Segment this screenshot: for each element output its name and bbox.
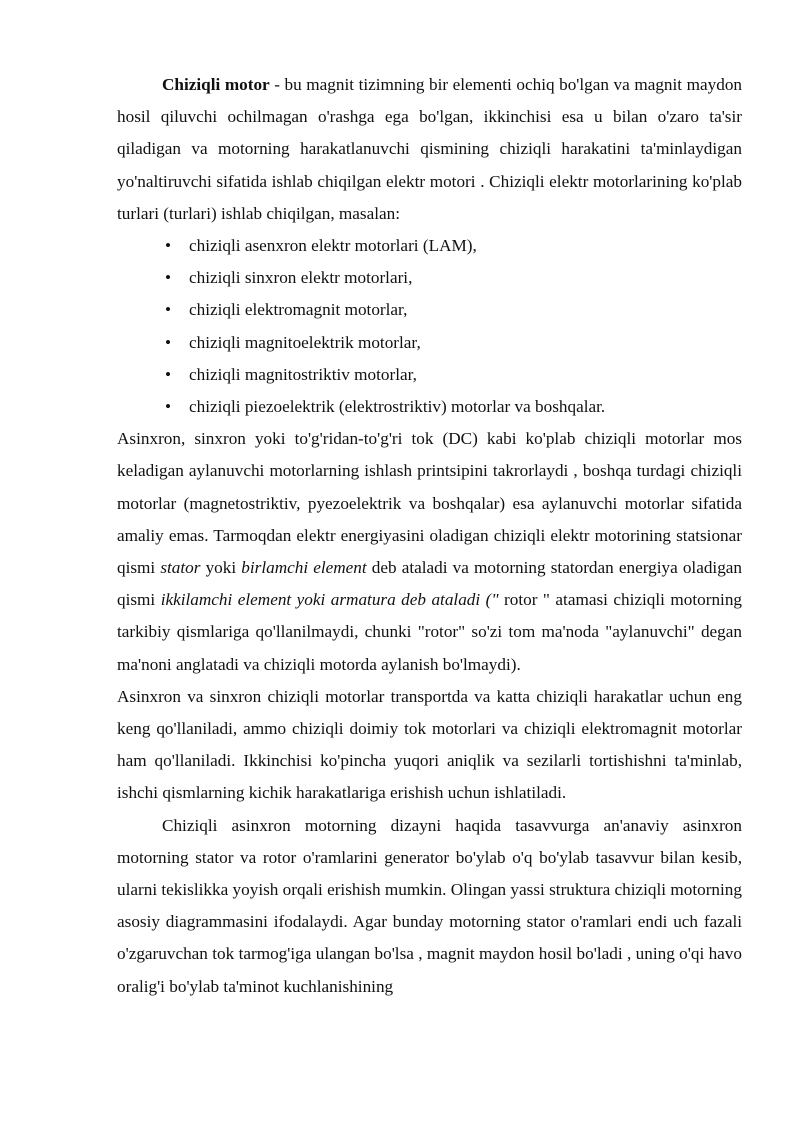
list-item: • chiziqli sinxron elektr motorlari,: [117, 262, 742, 294]
paragraph-applications: Asinxron va sinxron chiziqli motorlar transportda va katta chiziqli harakatlar uchun eng keng qo'llaniladi, ammo chiziqli doimiy tok motorlari va chiziqli elektromagnit motorlar ham qo'llaniladi. Ikkinchisi ko'pincha yuqori aniqlik va sezilarli tortishishni ta'minlab, ishchi qismlarning kichik harakatlariga erishish uchun ishlatiladi.: [117, 686, 742, 803]
bullet-icon: •: [165, 397, 172, 417]
motor-types-list: [117, 230, 742, 423]
term-stator: stator: [160, 558, 201, 578]
list-item: • chiziqli magnitoelektrik motorlar,: [117, 327, 742, 359]
intro-text: - bu magnit tizimning bir elementi ochiq bo'lgan va magnit maydon hosil qiluvchi ochilmagan o'rashga ega bo'lgan, ikkinchisi esa u bilan o'zaro ta'sir qiladigan va motorning harakatlanuvchi qismining chiziqli harakatini ta'minlaydigan yo'naltiruvchi sifatida ishlab chiqilgan elektr motori . Chiziqli elektr motorlarining ko'plab turlari (turlari) ishlab chiqilgan, masalan:: [117, 75, 743, 223]
term-primary-element: birlamchi element: [241, 558, 367, 578]
list-item: • chiziqli asenxron elektr motorlari (LAM),: [117, 230, 742, 262]
bullet-icon: •: [165, 364, 172, 384]
bullet-icon: •: [165, 300, 172, 320]
bullet-icon: •: [165, 236, 172, 256]
term-secondary-element: ikkilamchi element yoki armatura deb ataladi (": [160, 590, 499, 610]
bullet-icon: •: [165, 268, 172, 288]
paragraph-design: Chiziqli asinxron motorning dizayni haqida tasavvurga an'anaviy asinxron motorning stator va rotor o'ramlarini generator bo'ylab o'q bo'ylab tasavvur bilan kesib, ularni tekislikka yoyish orqali erishish mumkin. Olingan yassi struktura chiziqli motorning asosiy diagrammasini ifodalaydi. Agar bunday motorning stator o'ramlari endi uch fazali o'zgaruvchan tok tarmog'iga ulangan bo'lsa , magnit maydon hosil bo'ladi , uning o'qi havo oralig'i bo'ylab ta'minot kuchlanishining: [117, 815, 742, 996]
document-body: [117, 69, 742, 1003]
bullet-icon: •: [165, 332, 172, 352]
term-bold: Chiziqli motor: [162, 75, 270, 94]
paragraph-intro: [117, 69, 742, 230]
paragraph-principles: Asinxron, sinxron yoki to'g'ridan-to'g'ri tok (DC) kabi ko'plab chiziqli motorlar mos keladigan aylanuvchi motorlarning ishlash printsipini takrorlaydi , boshqa turdagi chiziqli motorlar (magnetostriktiv, pyezoelektrik va boshqalar) esa aylanuvchi motorlar sifatida amaliy emas. Tarmoqdan elektr energiyasini oladigan chiziqli elektr motorining statsionar qismi stator yoki birlamchi element deb ataladi va motorning statordan energiya oladigan qismi ikkilamchi element yoki armatura deb ataladi (" rotor " atamasi chiziqli motorning tarkibiy qismlariga qo'llanilmaydi, chunki "rotor" so'zi tom ma'noda "aylanuvchi" degan ma'noni anglatadi va chiziqli motorda aylanish bo'lmaydi).: [117, 429, 743, 674]
list-item: • chiziqli piezoelektrik (elektrostriktiv) motorlar va boshqalar.: [117, 391, 742, 423]
list-item: • chiziqli elektromagnit motorlar,: [117, 294, 742, 326]
list-item: • chiziqli magnitostriktiv motorlar,: [117, 359, 742, 391]
